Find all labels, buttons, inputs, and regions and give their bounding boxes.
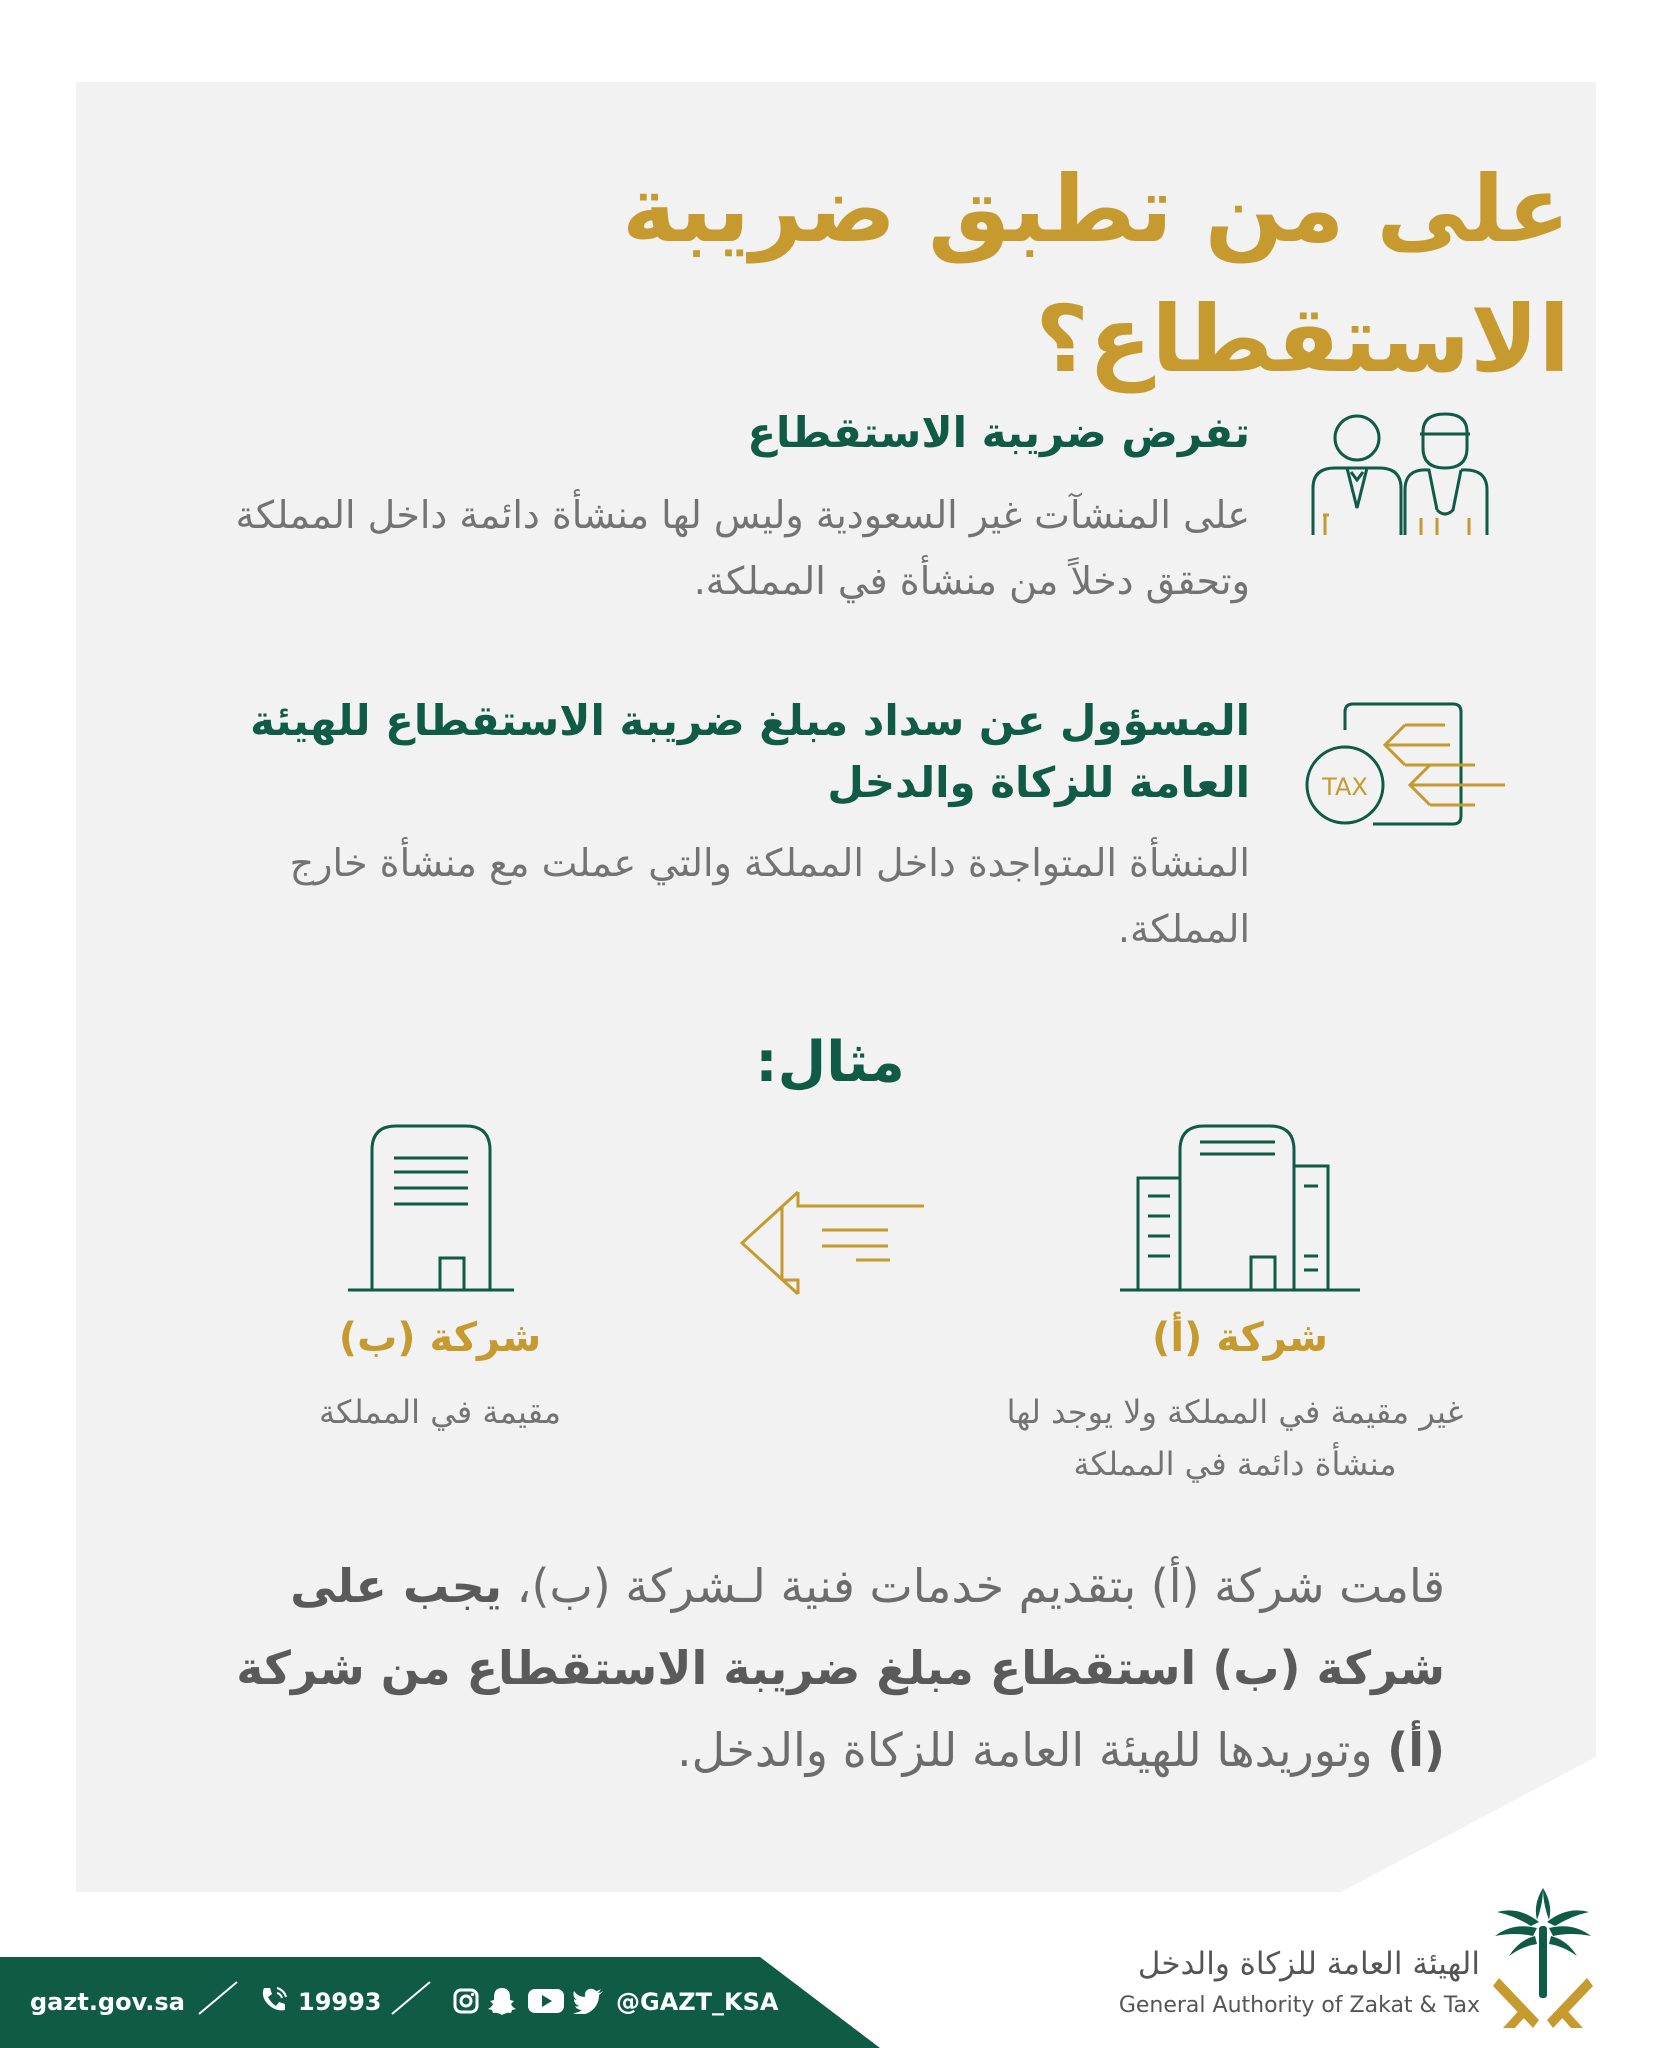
social-handle[interactable]: @GAZT_KSA bbox=[616, 1988, 779, 2016]
divider-slash bbox=[195, 1978, 241, 2018]
conclusion-part-3: وتوريدها للهيئة العامة للزكاة والدخل. bbox=[676, 1723, 1388, 1777]
section-2-heading: المسؤول عن سداد مبلغ ضريبة الاستقطاع للهيئة العامة للزكاة والدخل bbox=[250, 696, 1250, 807]
company-a-name: شركة (أ) bbox=[1152, 1315, 1328, 1361]
section-2-body: المنشأة المتواجدة داخل المملكة والتي عملت مع منشأة خارج المملكة. bbox=[289, 841, 1250, 951]
instagram-icon[interactable] bbox=[453, 1988, 479, 2014]
company-b-building-icon bbox=[348, 1120, 514, 1295]
logo-english-name: General Authority of Zakat & Tax bbox=[1118, 1993, 1480, 2018]
conclusion-emphasis: يجب على شركة (ب) استقطاع مبلغ ضريبة الاستقطاع من شركة (أ) bbox=[236, 1559, 1445, 1777]
twitter-icon[interactable] bbox=[572, 1988, 604, 2014]
example-title: مثال: bbox=[755, 1030, 905, 1095]
tax-icon-label: TAX bbox=[1322, 773, 1368, 801]
website-link[interactable]: gazt.gov.sa bbox=[30, 1988, 185, 2016]
tax-transfer-icon bbox=[1305, 700, 1515, 830]
snapchat-icon[interactable] bbox=[487, 1986, 517, 2016]
arrow-left-icon bbox=[738, 1188, 928, 1298]
example-conclusion bbox=[200, 1545, 1445, 1791]
phone-number[interactable]: 19993 bbox=[298, 1988, 382, 2016]
company-b-name: شركة (ب) bbox=[338, 1315, 542, 1361]
conclusion-part-1: قامت شركة (أ) بتقديم خدمات فنية لـشركة (ب)، bbox=[502, 1559, 1445, 1613]
youtube-icon[interactable] bbox=[528, 1988, 564, 2014]
divider-slash bbox=[388, 1978, 434, 2018]
section-1-body: على المنشآت غير السعودية وليس لها منشأة دائمة داخل المملكة وتحقق دخلاً من منشأة في المملكة. bbox=[235, 493, 1250, 603]
phone-icon bbox=[258, 1984, 290, 2014]
company-b-description: مقيمة في المملكة bbox=[318, 1393, 561, 1431]
section-2 bbox=[200, 690, 1250, 962]
company-a-description: غير مقيمة في المملكة ولا يوجد لها منشأة دائمة في المملكة bbox=[1006, 1393, 1464, 1483]
gazt-palm-logo bbox=[1493, 1882, 1593, 2032]
people-icon bbox=[1305, 410, 1505, 540]
page-title: على من تطبق ضريبة الاستقطاع؟ bbox=[622, 156, 1570, 393]
section-1 bbox=[200, 402, 1250, 614]
company-a-building-icon bbox=[1120, 1120, 1360, 1295]
section-1-heading: تفرض ضريبة الاستقطاع bbox=[747, 408, 1250, 457]
logo-arabic-name: الهيئة العامة للزكاة والدخل bbox=[1137, 1946, 1480, 1982]
